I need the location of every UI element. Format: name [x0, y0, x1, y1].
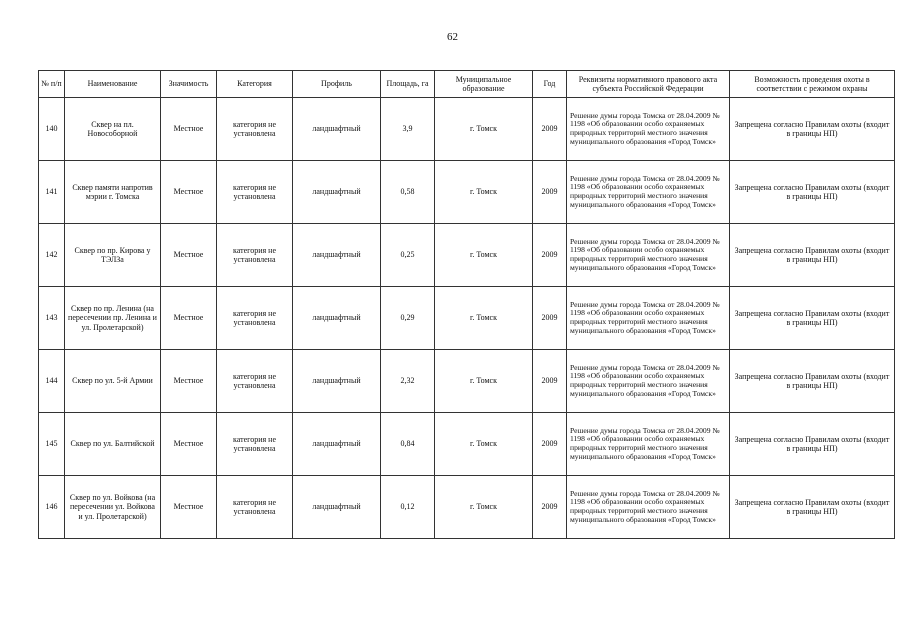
header-name: Наименование [65, 71, 161, 98]
protected-areas-table [38, 70, 895, 539]
cell-year: 2009 [533, 476, 567, 539]
cell-profile: ландшафтный [293, 287, 381, 350]
cell-number: 144 [39, 350, 65, 413]
table-row [39, 476, 895, 539]
table-row [39, 161, 895, 224]
cell-significance: Местное [161, 224, 217, 287]
cell-legal-act: Решение думы города Томска от 28.04.2009 № 1198 «Об образовании особо охраняемых природных территорий местного значения муниципального образования «Город Томск» [567, 98, 730, 161]
cell-number: 140 [39, 98, 65, 161]
cell-significance: Местное [161, 98, 217, 161]
header-profile: Профиль [293, 71, 381, 98]
cell-name: Сквер памяти напротив мэрии г. Томска [65, 161, 161, 224]
cell-area: 0,12 [381, 476, 435, 539]
cell-profile: ландшафтный [293, 98, 381, 161]
cell-category: категория не установлена [217, 161, 293, 224]
header-significance: Значимость [161, 71, 217, 98]
cell-number: 145 [39, 413, 65, 476]
header-hunting: Возможность проведения охоты в соответствии с режимом охраны [730, 71, 895, 98]
cell-significance: Местное [161, 476, 217, 539]
cell-hunting: Запрещена согласно Правилам охоты (входит в границы НП) [730, 98, 895, 161]
cell-legal-act: Решение думы города Томска от 28.04.2009 № 1198 «Об образовании особо охраняемых природных территорий местного значения муниципального образования «Город Томск» [567, 350, 730, 413]
header-category: Категория [217, 71, 293, 98]
cell-category: категория не установлена [217, 476, 293, 539]
cell-municipality: г. Томск [435, 350, 533, 413]
table-row [39, 98, 895, 161]
cell-legal-act: Решение думы города Томска от 28.04.2009 № 1198 «Об образовании особо охраняемых природных территорий местного значения муниципального образования «Город Томск» [567, 476, 730, 539]
cell-profile: ландшафтный [293, 476, 381, 539]
cell-profile: ландшафтный [293, 224, 381, 287]
cell-legal-act: Решение думы города Томска от 28.04.2009 № 1198 «Об образовании особо охраняемых природных территорий местного значения муниципального образования «Город Томск» [567, 287, 730, 350]
cell-significance: Местное [161, 350, 217, 413]
cell-profile: ландшафтный [293, 161, 381, 224]
cell-name: Сквер по ул. Балтийской [65, 413, 161, 476]
table-header-row [39, 71, 895, 98]
cell-municipality: г. Томск [435, 98, 533, 161]
cell-profile: ландшафтный [293, 350, 381, 413]
cell-area: 2,32 [381, 350, 435, 413]
header-area: Площадь, га [381, 71, 435, 98]
cell-significance: Местное [161, 161, 217, 224]
header-municipality: Муниципальное образование [435, 71, 533, 98]
cell-hunting: Запрещена согласно Правилам охоты (входит в границы НП) [730, 224, 895, 287]
cell-significance: Местное [161, 413, 217, 476]
table-row [39, 224, 895, 287]
cell-number: 146 [39, 476, 65, 539]
cell-number: 143 [39, 287, 65, 350]
cell-legal-act: Решение думы города Томска от 28.04.2009 № 1198 «Об образовании особо охраняемых природных территорий местного значения муниципального образования «Город Томск» [567, 161, 730, 224]
cell-hunting: Запрещена согласно Правилам охоты (входит в границы НП) [730, 161, 895, 224]
cell-category: категория не установлена [217, 287, 293, 350]
table-body [39, 98, 895, 539]
cell-municipality: г. Томск [435, 413, 533, 476]
cell-name: Сквер по пр. Кирова у ТЭЛЗа [65, 224, 161, 287]
cell-name: Сквер по пр. Ленина (на пересечении пр. Ленина и ул. Пролетарской) [65, 287, 161, 350]
cell-hunting: Запрещена согласно Правилам охоты (входит в границы НП) [730, 350, 895, 413]
cell-category: категория не установлена [217, 224, 293, 287]
cell-year: 2009 [533, 224, 567, 287]
cell-significance: Местное [161, 287, 217, 350]
cell-category: категория не установлена [217, 98, 293, 161]
cell-municipality: г. Томск [435, 224, 533, 287]
cell-hunting: Запрещена согласно Правилам охоты (входит в границы НП) [730, 413, 895, 476]
cell-name: Сквер по ул. Войкова (на пересечении ул. Войкова и ул. Пролетарской) [65, 476, 161, 539]
cell-year: 2009 [533, 413, 567, 476]
cell-profile: ландшафтный [293, 413, 381, 476]
cell-year: 2009 [533, 287, 567, 350]
table-row [39, 350, 895, 413]
header-legal-act: Реквизиты нормативного правового акта субъекта Российской Федерации [567, 71, 730, 98]
cell-year: 2009 [533, 98, 567, 161]
cell-area: 0,29 [381, 287, 435, 350]
cell-category: категория не установлена [217, 413, 293, 476]
cell-area: 0,58 [381, 161, 435, 224]
table-row [39, 287, 895, 350]
cell-municipality: г. Томск [435, 476, 533, 539]
cell-number: 142 [39, 224, 65, 287]
cell-name: Сквер на пл. Новособорной [65, 98, 161, 161]
page-number: 62 [447, 31, 458, 43]
cell-area: 3,9 [381, 98, 435, 161]
header-number: № п/п [39, 71, 65, 98]
cell-municipality: г. Томск [435, 287, 533, 350]
cell-hunting: Запрещена согласно Правилам охоты (входит в границы НП) [730, 287, 895, 350]
cell-year: 2009 [533, 350, 567, 413]
cell-year: 2009 [533, 161, 567, 224]
cell-municipality: г. Томск [435, 161, 533, 224]
cell-area: 0,84 [381, 413, 435, 476]
cell-legal-act: Решение думы города Томска от 28.04.2009 № 1198 «Об образовании особо охраняемых природных территорий местного значения муниципального образования «Город Томск» [567, 413, 730, 476]
cell-legal-act: Решение думы города Томска от 28.04.2009 № 1198 «Об образовании особо охраняемых природных территорий местного значения муниципального образования «Город Томск» [567, 224, 730, 287]
table-row [39, 413, 895, 476]
header-year: Год [533, 71, 567, 98]
cell-hunting: Запрещена согласно Правилам охоты (входит в границы НП) [730, 476, 895, 539]
cell-name: Сквер по ул. 5-й Армии [65, 350, 161, 413]
cell-category: категория не установлена [217, 350, 293, 413]
cell-number: 141 [39, 161, 65, 224]
cell-area: 0,25 [381, 224, 435, 287]
